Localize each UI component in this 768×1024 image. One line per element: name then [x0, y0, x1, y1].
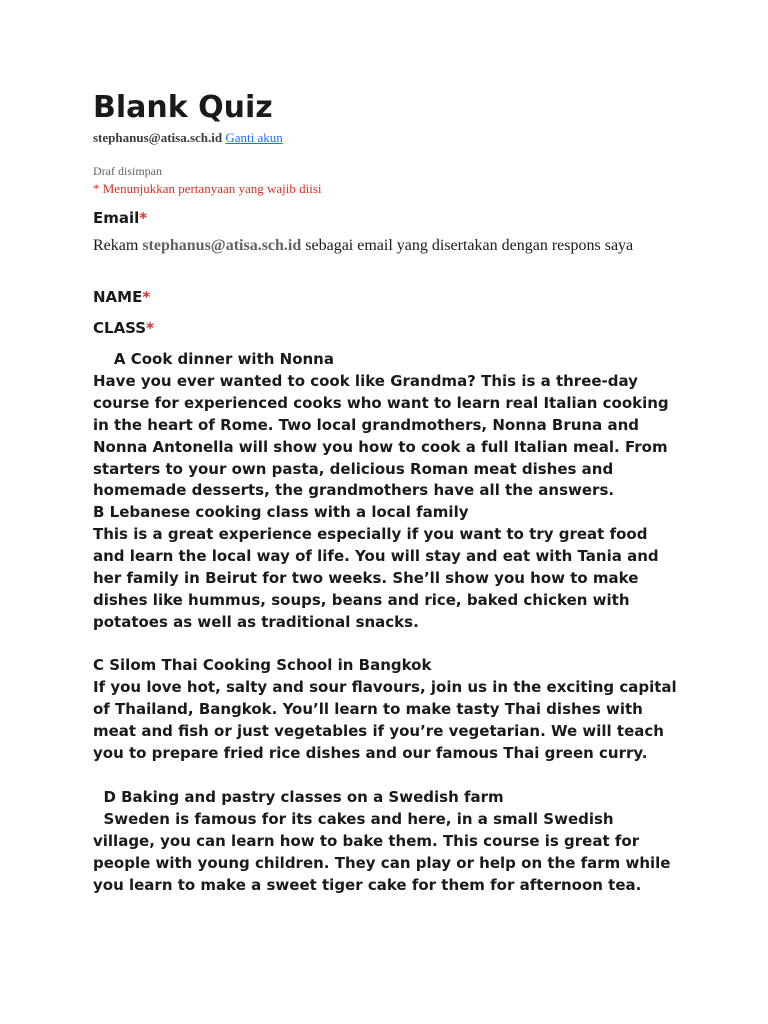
name-label-text: NAME: [93, 288, 143, 306]
passage-line: dishes like hummus, soups, beans and rice, baked chicken with: [93, 590, 630, 609]
email-label-text: Email: [93, 209, 140, 227]
account-email: stephanus@atisa.sch.id: [93, 130, 223, 145]
passage-line: in the heart of Rome. Two local grandmothers, Nonna Bruna and: [93, 415, 639, 434]
passage-line: people with young children. They can play or help on the farm while: [93, 853, 671, 872]
record-email: stephanus@atisa.sch.id: [142, 237, 302, 254]
passage-line: Sweden is famous for its cakes and here, in a small Swedish: [93, 809, 614, 828]
passage-line: potatoes as well as traditional snacks.: [93, 612, 419, 631]
passage-line: Have you ever wanted to cook like Grandma? This is a three-day: [93, 371, 638, 390]
required-asterisk: *: [146, 319, 154, 337]
required-note: * Menunjukkan pertanyaan yang wajib diisi: [93, 181, 322, 196]
passage-line: of Thailand, Bangkok. You’ll learn to make tasty Thai dishes with: [93, 699, 643, 718]
passage-line: her family in Beirut for two weeks. She’ll show you how to make: [93, 569, 639, 588]
class-question-label: [93, 318, 154, 338]
passage-line: starters to your own pasta, delicious Roman meat dishes and: [93, 459, 614, 478]
record-prefix: Rekam: [93, 237, 139, 254]
passage-heading: A Cook dinner with Nonna: [93, 350, 334, 368]
email-question-label: [93, 208, 147, 228]
passage-line: meat and fish or just vegetables if you’re vegetarian. We will teach: [93, 721, 664, 740]
passage-d: [93, 787, 693, 897]
passage-line: and learn the local way of life. You will stay and eat with Tania and: [93, 547, 659, 566]
draft-status: Draf disimpan: [93, 164, 162, 178]
form-title: Blank Quiz: [93, 90, 273, 125]
passage-heading: C Silom Thai Cooking School in Bangkok: [93, 656, 432, 674]
record-suffix: sebagai email yang disertakan dengan respons saya: [305, 237, 634, 254]
passage-heading: D Baking and pastry classes on a Swedish farm: [93, 788, 504, 806]
passage-line: homemade desserts, the grandmothers have all the answers.: [93, 481, 615, 500]
required-asterisk: *: [139, 209, 148, 227]
passage-line: you learn to make a sweet tiger cake for them for afternoon tea.: [93, 875, 642, 894]
passage-line: course for experienced cooks who want to learn real Italian cooking: [93, 393, 669, 412]
passage-a: [93, 349, 693, 634]
passage-line: Nonna Antonella will show you how to cook a full Italian meal. From: [93, 437, 668, 456]
record-email-option[interactable]: [93, 236, 673, 256]
passage-c: [93, 655, 693, 765]
passage-line: If you love hot, salty and sour flavours, join us in the exciting capital: [93, 677, 677, 696]
name-question-label: [93, 287, 150, 307]
class-label-text: CLASS: [93, 319, 147, 337]
passage-heading: B Lebanese cooking class with a local family: [93, 503, 469, 522]
switch-account-link[interactable]: Ganti akun: [225, 130, 283, 145]
passage-line: you to prepare fried rice dishes and our famous Thai green curry.: [93, 743, 648, 762]
passage-line: This is a great experience especially if you want to try great food: [93, 525, 648, 544]
passage-line: village, you can learn how to bake them. This course is great for: [93, 831, 640, 850]
required-asterisk: *: [142, 288, 151, 306]
account-line: [93, 129, 283, 146]
